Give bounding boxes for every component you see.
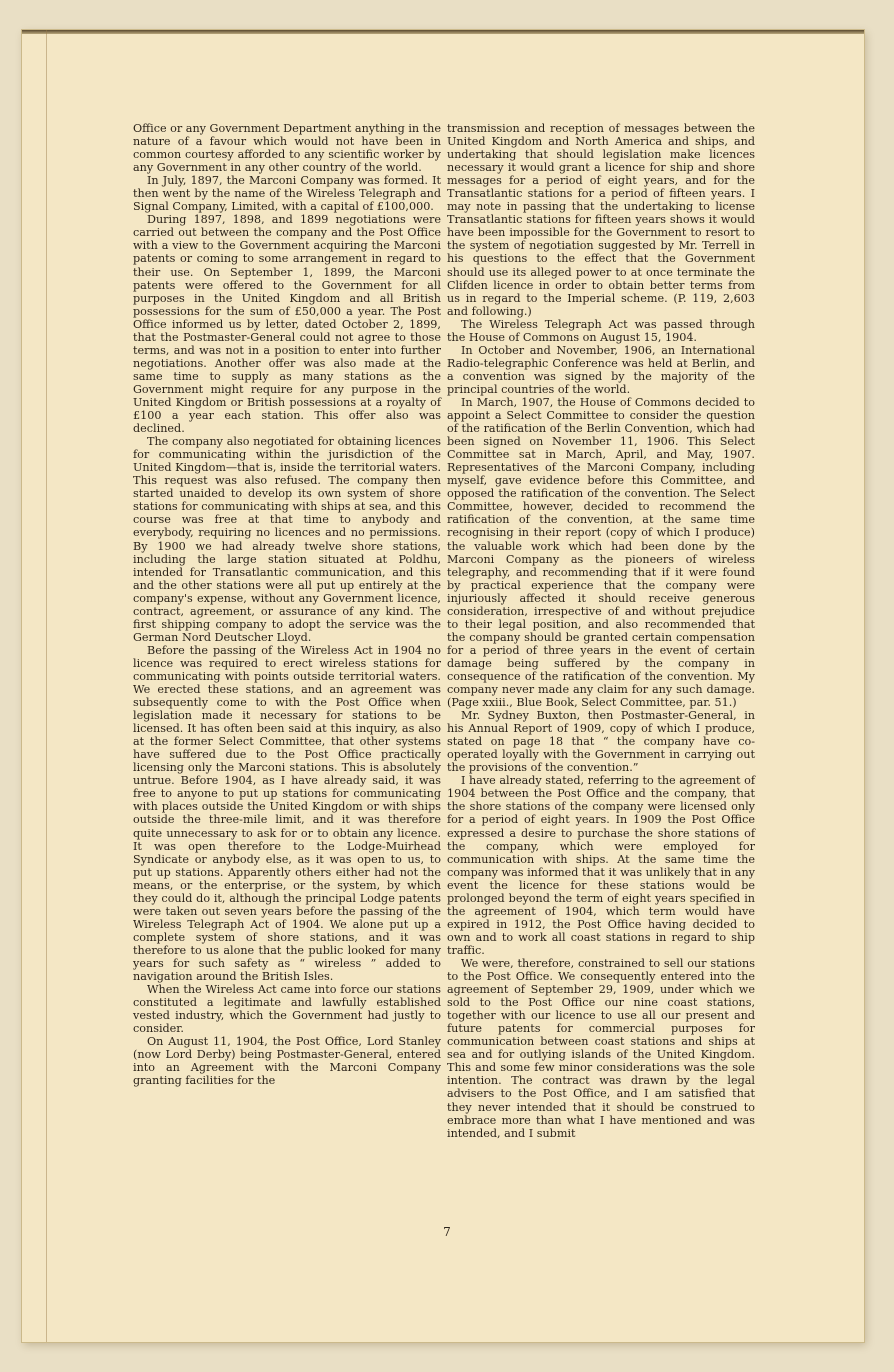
paragraph: transmission and reception of messages between the United Kingdom and North America and ships, and undertaking that should legislation make licences necessary it would grant a licence for ship and shore messages for a period of eight years, and for the Transatlantic stations for a period of fifteen years. I may note in passing that the undertaking to license Transatlantic stations for fifteen years shows it would have been impossible for the Government to resort to the system of negotiation suggested by Mr. Terrell in his questions to the effect that the Government should use its alleged power to at once terminate the Clifden licence in order to obtain better terms from us in regard to the Imperial scheme. (P. 119, 2,603 and following.) [447,122,755,318]
paragraph: During 1897, 1898, and 1899 negotiations were carried out between the company and the Post Office with a view to the Government acquiring the Marconi patents or coming to some arrangement in regard to their use. On September 1, 1899, the Marconi patents were offered to the Government for all purposes in the United Kingdom and all British possessions for the sum of £50,000 a year. The Post Office informed us by letter, dated October 2, 1899, that the Postmaster-General could not agree to those terms, and was not in a position to enter into further negotiations. Another offer was also made at the same time to supply as many stations as the Government might require for any purpose in the United Kingdom or British possessions at a royalty of £100 a year each station. This offer also was declined. [133,213,441,436]
paragraph: Before the passing of the Wireless Act in 1904 no licence was required to erect wireless stations for communicating with points outside territorial waters. We erected these stations, and an agreement was subsequently come to with the Post Office when legislation made it necessary for stations to be licensed. It has often been said at this inquiry, as also at the former Select Committee, that other systems have suffered due to the Post Office practically licensing only the Marconi stations. This is absolutely untrue. Before 1904, as I have already said, it was free to anyone to put up stations for communicating with places outside the United Kingdom or with ships outside the three-mile limit, and it was therefore quite unnecessary to ask for or to obtain any licence. It was open therefore to the Lodge-Muirhead Syndicate or anybody else, as it was open to us, to put up stations. Apparently others either had not the means, or the enterprise, or the system, by which they could do it, although the principal Lodge patents were taken out seven years before the passing of the Wireless Telegraph Act of 1904. We alone put up a complete system of shore stations, and it was therefore to us alone that the public looked for many years for such safety as “ wireless ” added to navigation around the British Isles. [133,643,441,984]
paragraph: On August 11, 1904, the Post Office, Lord Stanley (now Lord Derby) being Postmaster-General, entered into an Agreement with the Marconi Company granting facilities for the [133,1035,441,1088]
page-number: 7 [443,1225,451,1239]
paragraph: I have already stated, referring to the agreement of 1904 between the Post Office and the company, that the shore stations of the company were licensed only for a period of eight years. In 1909 the Post Office expressed a desire to purchase the shore stations of the company, which were employed for communication with ships. At the same time the company was informed that it was unlikely that in any event the licence for these stations would be prolonged beyond the term of eight years specified in the agreement of 1904, which term would have expired in 1912, the Post Office having decided to own and to work all coast stations in regard to ship traffic. [447,774,755,957]
paragraph: In October and November, 1906, an International Radio-telegraphic Conference was held at Berlin, and a convention was signed by the majority of the principal countries of the world. [447,343,755,396]
paragraph: Office or any Government Department anything in the nature of a favour which would not have been in common courtesy afforded to any scientific worker by any Government in any other country of the world. [133,122,441,175]
paragraph: In March, 1907, the House of Commons decided to appoint a Select Committee to consider the question of the ratification of the Berlin Convention, which had been signed on November 11, 1906. This Select Committee sat in March, April, and May, 1907. Representatives of the Marconi Company, including myself, gave evidence before this Committee, and opposed the ratification of the convention. The Select Committee, however, decided to recommend the ratification of the convention, at the same time recognising in their report (copy of which I produce) the valuable work which had been done by the Marconi Company as the pioneers of wireless telegraphy, and recommending that if it were found by practical experience that the company were injuriously affected it should receive generous consideration, irrespective of and without prejudice to their legal position, and also recommended that the company should be granted certain compensation for a period of three years in the event of certain damage being suffered by the company in consequence of the ratification of the convention. My company never made any claim for any such damage. (Page xxiii., Blue Book, Select Committee, par. 51.) [447,395,755,710]
binding-crease [46,30,47,1342]
paragraph: Mr. Sydney Buxton, then Postmaster-General, in his Annual Report of 1909, copy of which I produce, stated on page 18 that “ the company have co-operated loyally with the Government in carrying out the provisions of the convention.” [447,709,755,775]
right-text-column [447,122,755,1140]
paragraph: The company also negotiated for obtaining licences for communicating within the jurisdiction of the United Kingdom—that is, inside the territorial waters. This request was also refused. The company then started unaided to develop its own system of shore stations for communicating with ships at sea, and this course was free at that time to anybody and everybody, requiring no licences and no permissions. By 1900 we had already twelve shore stations, including the large station situated at Poldhu, intended for Transatlantic communication, and this and the other stations were all put up entirely at the company's expense, without any Government licence, contract, agreement, or assurance of any kind. The first shipping company to adopt the service was the German Nord Deutscher Lloyd. [133,435,441,644]
paragraph: When the Wireless Act came into force our stations constituted a legitimate and lawfully established vested industry, which the Government had justly to consider. [133,983,441,1036]
left-text-column [133,122,441,1087]
paragraph: The Wireless Telegraph Act was passed through the House of Commons on August 15, 1904. [447,317,755,344]
page-top-edge [22,30,864,34]
paragraph: We were, therefore, constrained to sell our stations to the Post Office. We consequently entered into the agreement of September 29, 1909, under which we sold to the Post Office our nine coast stations, together with our licence to use all our present and future patents for commercial purposes for communication between coast stations and ships at sea and for outlying islands of the United Kingdom. This and some few minor considerations was the sole intention. The contract was drawn by the legal advisers to the Post Office, and I am satisfied that they never intended that it should be construed to embrace more than what I have mentioned and was intended, and I submit [447,957,755,1140]
paragraph: In July, 1897, the Marconi Company was formed. It then went by the name of the Wireless Telegraph and Signal Company, Limited, with a capital of £100,000. [133,174,441,214]
